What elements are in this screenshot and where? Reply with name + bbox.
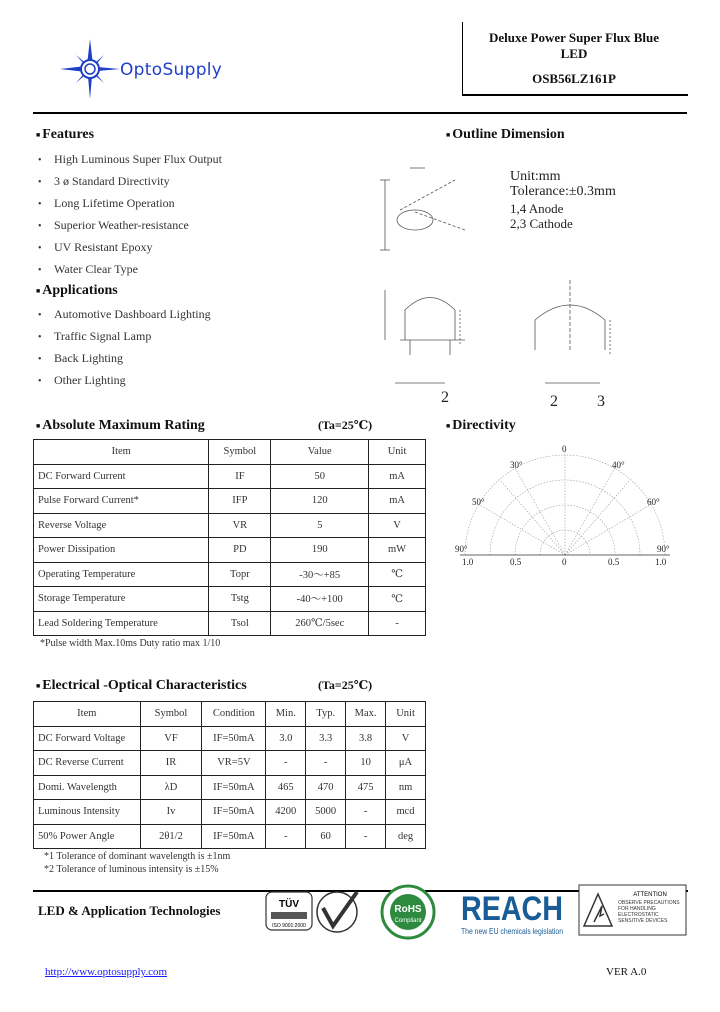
column-header: Item: [34, 702, 141, 727]
list-item: • Back Lighting: [36, 349, 211, 371]
scale-label: 0.5: [608, 557, 620, 567]
column-header: Typ.: [306, 702, 346, 727]
tuv-sub: ISO 9001:2000: [272, 923, 306, 929]
table-row: [34, 611, 426, 636]
header-divider: [33, 112, 687, 114]
table-cell: 50: [271, 464, 369, 489]
part-number: OSB56LZ161P: [532, 71, 616, 86]
angle-label: 50°: [472, 497, 485, 507]
table-cell: 470: [306, 775, 346, 800]
table-cell: λD: [140, 775, 202, 800]
rohs-compliant-logo: [376, 884, 440, 940]
table-cell: -40～+100: [271, 587, 369, 612]
table-cell: -: [369, 611, 426, 636]
table-cell: ℃: [369, 587, 426, 612]
tuv-certification-logo: [265, 888, 361, 934]
table-cell: Reverse Voltage: [34, 513, 209, 538]
column-header: Condition: [202, 702, 266, 727]
table-row: [34, 489, 426, 514]
table-cell: 475: [346, 775, 386, 800]
table-cell: DC Forward Current: [34, 464, 209, 489]
scale-label: 0: [562, 557, 567, 567]
table-cell: Pulse Forward Current*: [34, 489, 209, 514]
table-row: [34, 751, 426, 776]
reach-sub: The new EU chemicals legislation: [461, 927, 563, 936]
angle-label: 40°: [612, 460, 625, 470]
angle-label: 60°: [647, 497, 660, 507]
table-cell: -: [266, 824, 306, 849]
table-cell: Storage Temperature: [34, 587, 209, 612]
scale-label: 0.5: [510, 557, 522, 567]
table-row: [34, 538, 426, 563]
angle-label: 0: [562, 444, 567, 454]
table-row: [34, 824, 426, 849]
table-cell: VR: [209, 513, 271, 538]
table-cell: Operating Temperature: [34, 562, 209, 587]
table-cell: VF: [140, 726, 202, 751]
table-cell: IFP: [209, 489, 271, 514]
rohs-text: RoHS: [394, 904, 422, 915]
list-item: • High Luminous Super Flux Output: [36, 150, 222, 172]
product-title-line1: Deluxe Power Super Flux Blue: [489, 30, 659, 45]
list-item: • UV Resistant Epoxy: [36, 238, 222, 260]
electro-heading: ■ Electrical -Optical Characteristics: [36, 678, 247, 694]
outline-drawing: [355, 150, 685, 410]
table-cell: ℃: [369, 562, 426, 587]
list-item: • Superior Weather-resistance: [36, 216, 222, 238]
table-cell: deg: [386, 824, 426, 849]
table-cell: PD: [209, 538, 271, 563]
table-cell: Power Dissipation: [34, 538, 209, 563]
tuv-text: TÜV: [279, 899, 299, 910]
abs-max-note: *Pulse width Max.10ms Duty ratio max 1/10: [40, 638, 221, 649]
abs-max-condition: (Ta=25℃): [318, 418, 373, 432]
list-item: • Automotive Dashboard Lighting: [36, 305, 211, 327]
unit-label: Unit:mm: [510, 169, 561, 184]
abs-max-heading: ■ Absolute Maximum Rating: [36, 418, 205, 434]
table-row: [34, 464, 426, 489]
table-cell: mW: [369, 538, 426, 563]
table-cell: DC Forward Voltage: [34, 726, 141, 751]
table-cell: Iv: [140, 800, 202, 825]
table-cell: -: [306, 751, 346, 776]
electro-condition: (Ta=25℃): [318, 678, 373, 692]
table-cell: Topr: [209, 562, 271, 587]
reach-logo: [459, 882, 565, 938]
tolerance-label: Tolerance:±0.3mm: [510, 184, 616, 199]
table-cell: IF=50mA: [202, 800, 266, 825]
table-row: [34, 587, 426, 612]
table-cell: 3.3: [306, 726, 346, 751]
table-cell: Domi. Wavelength: [34, 775, 141, 800]
list-item: • Other Lighting: [36, 371, 211, 393]
table-header-row: [34, 702, 426, 727]
table-cell: 465: [266, 775, 306, 800]
table-cell: V: [386, 726, 426, 751]
table-cell: Lead Soldering Temperature: [34, 611, 209, 636]
angle-label: 90°: [455, 544, 468, 554]
outline-heading: ■ Outline Dimension: [446, 127, 565, 143]
column-header: Min.: [266, 702, 306, 727]
list-item: • 3 ø Standard Directivity: [36, 172, 222, 194]
reach-text: REACH: [461, 890, 563, 928]
column-header: Item: [34, 440, 209, 465]
table-cell: VR=5V: [202, 751, 266, 776]
column-header: Unit: [386, 702, 426, 727]
electro-note: *1 Tolerance of dominant wavelength is ±1nm: [44, 851, 231, 862]
esd-attention-label: [578, 884, 688, 936]
table-cell: -: [346, 824, 386, 849]
features-list: [36, 150, 222, 282]
title-box: [462, 22, 685, 94]
cathode-label: 2,3 Cathode: [510, 216, 573, 231]
table-cell: 190: [271, 538, 369, 563]
table-cell: Luminous Intensity: [34, 800, 141, 825]
list-item: • Water Clear Type: [36, 260, 222, 282]
table-cell: IR: [140, 751, 202, 776]
product-title-line2: LED: [560, 46, 588, 61]
pin-label: 2: [550, 393, 558, 410]
angle-label: 90°: [657, 544, 670, 554]
directivity-chart: [450, 440, 690, 570]
electro-table: [33, 701, 426, 849]
table-cell: Tstg: [209, 587, 271, 612]
table-row: [34, 775, 426, 800]
scale-label: 1.0: [655, 557, 667, 567]
table-cell: mcd: [386, 800, 426, 825]
table-cell: IF: [209, 464, 271, 489]
table-cell: IF=50mA: [202, 824, 266, 849]
table-cell: 120: [271, 489, 369, 514]
table-cell: IF=50mA: [202, 726, 266, 751]
esd-title: ATTENTION: [633, 892, 667, 898]
list-item: • Traffic Signal Lamp: [36, 327, 211, 349]
table-cell: 3.8: [346, 726, 386, 751]
table-cell: DC Reverse Current: [34, 751, 141, 776]
table-cell: 10: [346, 751, 386, 776]
table-row: [34, 726, 426, 751]
column-header: Max.: [346, 702, 386, 727]
electro-note: *2 Tolerance of luminous intensity is ±15%: [44, 864, 219, 875]
table-cell: 4200: [266, 800, 306, 825]
table-cell: 50% Power Angle: [34, 824, 141, 849]
table-row: [34, 800, 426, 825]
table-cell: 2θ1/2: [140, 824, 202, 849]
table-cell: μA: [386, 751, 426, 776]
table-cell: nm: [386, 775, 426, 800]
table-row: [34, 562, 426, 587]
column-header: Value: [271, 440, 369, 465]
title-underline: [462, 94, 688, 96]
pin-label: 2: [441, 389, 449, 406]
applications-list: [36, 305, 211, 393]
rohs-sub: Compliant: [394, 918, 422, 924]
table-cell: 3.0: [266, 726, 306, 751]
footer-title: LED & Application Technologies: [38, 903, 221, 918]
website-link[interactable]: http://www.optosupply.com: [45, 966, 168, 978]
checkmark-icon: [323, 892, 357, 926]
table-cell: mA: [369, 489, 426, 514]
esd-text: OBSERVE PRECAUTIONS FOR HANDLING ELECTROSTATIC SENSITIVE DEVICES: [618, 900, 680, 924]
table-cell: IF=50mA: [202, 775, 266, 800]
features-heading: ■ Features: [36, 127, 94, 143]
table-cell: -: [346, 800, 386, 825]
table-cell: -: [266, 751, 306, 776]
angle-label: 30°: [510, 460, 523, 470]
directivity-heading: ■ Directivity: [446, 418, 516, 434]
column-header: Symbol: [140, 702, 202, 727]
table-row: [34, 513, 426, 538]
table-cell: -30～+85: [271, 562, 369, 587]
star-icon: [60, 39, 120, 99]
table-cell: 60: [306, 824, 346, 849]
table-header-row: [34, 440, 426, 465]
table-cell: V: [369, 513, 426, 538]
table-cell: 5000: [306, 800, 346, 825]
applications-heading: ■ Applications: [36, 283, 118, 299]
list-item: • Long Lifetime Operation: [36, 194, 222, 216]
brand-name: OptoSupply: [120, 60, 223, 80]
column-header: Unit: [369, 440, 426, 465]
pin-label: 3: [597, 393, 605, 410]
version-label: VER A.0: [606, 966, 647, 978]
anode-label: 1,4 Anode: [510, 201, 564, 216]
abs-max-table: [33, 439, 426, 636]
table-cell: 260℃/5sec: [271, 611, 369, 636]
table-cell: mA: [369, 464, 426, 489]
table-cell: Tsol: [209, 611, 271, 636]
scale-label: 1.0: [462, 557, 474, 567]
table-cell: 5: [271, 513, 369, 538]
column-header: Symbol: [209, 440, 271, 465]
